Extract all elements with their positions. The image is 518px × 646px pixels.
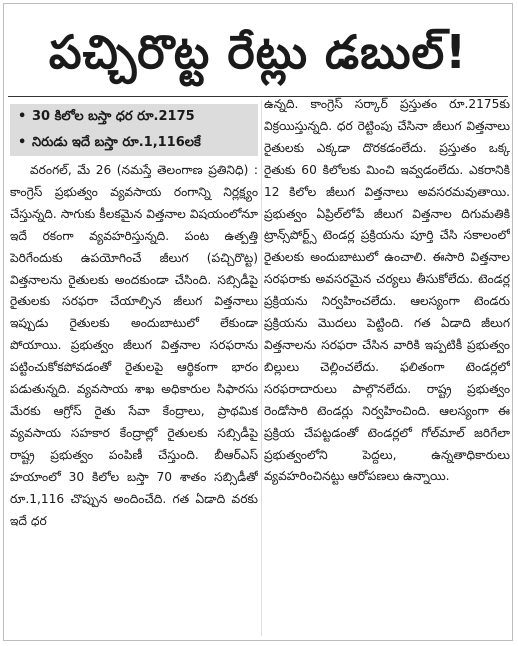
highlights-box	[10, 104, 258, 156]
article-column-right	[264, 94, 510, 640]
highlight-item	[10, 130, 258, 156]
highlight-text: నిరుడు ఇదే బస్తా రూ.1,116లకే	[32, 135, 201, 150]
bullet-icon: •	[18, 135, 27, 150]
highlight-item	[10, 104, 258, 130]
highlight-text: 30 కిలోల బస్తా ధర రూ.2175	[32, 109, 195, 124]
bullet-icon: •	[18, 109, 27, 124]
column-divider	[261, 100, 262, 636]
headline: పచ్చిరొట్ట రేట్లు డబుల్‌!	[48, 25, 468, 79]
article-column-left	[10, 160, 258, 636]
body-text-right: ఉన్నది. కాంగ్రెస్‌ సర్కార్‌ ప్రస్తుతం రూ.2175కు విక్రయిస్తున్నది. ధర రెట్టింపు చేసినా జీలుగ విత్తనాలు రైతులకు ఎక్కడా దొరకడంలేదు. ప్రస్తుతం ఒక్క రైతుకు 60 కిలోలకు మించి ఇవ్వడంలేదు. ఎకరానికి 12 కిలోల జీలుగ విత్తనాలు అవసరమవుతాయి. ప్రభుత్వం ఏప్రిల్‌లోపే జీలుగ విత్తనాల దిగుమతికి ట్రాన్స్‌పోర్ట్స్‌ టెండర్ల ప్రక్రియను పూర్తి చేసి సకాలంలో రైతులకు అందుబాటులో ఉంచాలి. ఈసారి విత్తనాల సరఫరాకు అవసరమైన చర్యలు తీసుకోలేదు. టెండర్ల ప్రక్రియను నిర్వహించలేదు. ఆలస్యంగా టెండరు ప్రక్రియను మొదలు పెట్టింది. గత ఏడాది జీలుగ విత్తనాలను సరఫరా చేసిన వారికి ఇప్పటికీ ప్రభుత్వం బిల్లులు చెల్లించలేదు. ఫలితంగా టెండర్లలో సరఫరాదారులు పాల్గొనలేదు. రాష్ట్ర ప్రభుత్వం రెండోసారి టెండర్లు నిర్వహించింది. ఆలస్యంగా ఈ ప్రక్రియ చేపట్టడంతో టెండర్లలో గోల్‌మాల్‌ జరిగేలా ప్రభుత్వంలోని పెద్దలు, ఉన్నతాధికారులు వ్యవహరించినట్టు ఆరోపణలు ఉన్నాయి.	[264, 97, 510, 484]
body-text-left: వరంగల్‌, మే 26 (నమస్తే తెలంగాణ ప్రతినిధి) : కాంగ్రెస్‌ ప్రభుత్వం వ్యవసాయ రంగాన్ని నిర్లక్ష్యం చేస్తున్నది. సాగుకు కీలకమైన విత్తనాల విషయంలోనూ ఇదే రకంగా వ్యవహరిస్తున్నది. పంట ఉత్పత్తి పెరిగేందుకు ఉపయోగించే జీలుగ (పచ్చిరొట్ట) విత్తనాలను రైతులకు అందకుండా చేసింది. సబ్సిడీపై రైతులకు సరఫరా చేయాల్సిన జీలుగ విత్తనాలు ఇప్పుడు రైతులకు అందుబాటులో లేకుండా పోయాయి. ప్రభుత్వం జీలుగ విత్తనాల సరఫరాను పట్టించుకోకపోవడంతో రైతులపై ఆర్థికంగా భారం పడుతున్నది. వ్యవసాయ శాఖ అధికారుల సిఫారసు మేరకు ఆగ్రోస్‌ రైతు సేవా కేంద్రాలు, ప్రాథమిక వ్యవసాయ సహకార కేంద్రాల్లో రైతులకు సబ్సిడీపై రాష్ట్ర ప్రభుత్వం పంపిణీ చేస్తుంది. బీఆర్‌ఎస్‌ హయాంలో 30 కిలోల బస్తా 70 శాతం సబ్సిడీతో రూ.1,116 చొప్పున అందించేది. గత ఏడాది వరకు ఇదే ధర	[10, 163, 258, 528]
